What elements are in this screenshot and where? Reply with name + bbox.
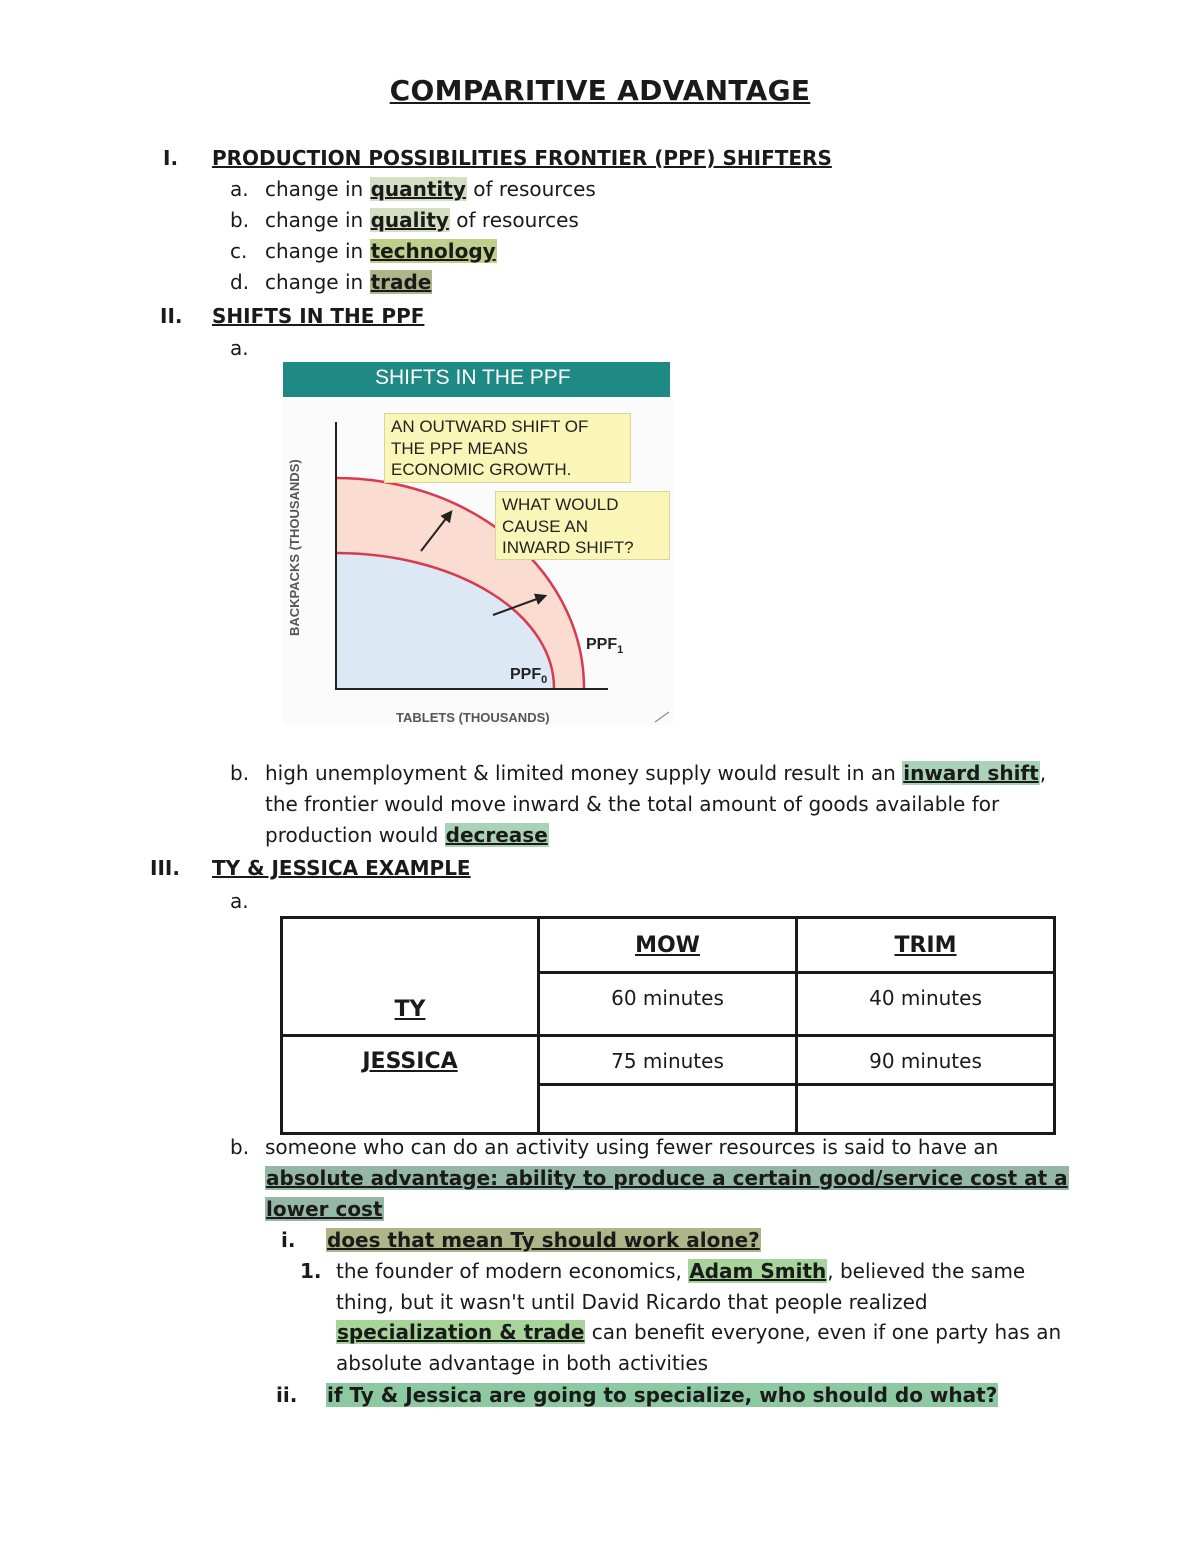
keyword-specialization-trade: specialization & trade <box>337 1320 585 1344</box>
paragraph-line <box>265 1194 384 1225</box>
paragraph-text: can benefit everyone, even if one party has an <box>585 1320 1062 1344</box>
keyword-technology: technology <box>370 239 496 263</box>
table-cell-empty <box>797 1085 1055 1134</box>
item-text: change in <box>265 270 370 294</box>
x-axis-label: TABLETS (THOUSANDS) <box>396 710 550 725</box>
item-text: of resources <box>449 208 579 232</box>
ppf0-label-sub: 0 <box>541 674 548 687</box>
keyword-quality: quality <box>370 208 449 232</box>
ppf1-label <box>586 636 623 656</box>
list-item <box>265 174 596 205</box>
table-cell: 60 minutes <box>539 973 797 1036</box>
list-item-marker: i. <box>281 1228 296 1252</box>
list-item-marker: d. <box>230 270 250 294</box>
figure-banner-title: SHIFTS IN THE PPF <box>375 366 571 389</box>
section-3-numeral: III. <box>150 856 180 880</box>
table-cell: 75 minutes <box>539 1036 797 1085</box>
section-3-heading: TY & JESSICA EXAMPLE <box>212 856 471 880</box>
keyword-trade: trade <box>370 270 432 294</box>
paragraph-line <box>336 1256 1025 1287</box>
section-2-numeral: II. <box>160 304 183 328</box>
paragraph-line <box>326 1380 998 1411</box>
paragraph-line <box>265 758 1046 789</box>
paragraph-line: the frontier would move inward & the total amount of goods available for <box>265 792 1000 816</box>
col-header-trim: TRIM <box>894 932 957 958</box>
keyword-decrease: decrease <box>445 823 548 847</box>
paragraph-text: the founder of modern economics, <box>336 1259 689 1283</box>
table-cell: 40 minutes <box>797 973 1055 1036</box>
paragraph-line <box>326 1225 761 1256</box>
comparison-table <box>280 916 1056 1135</box>
col-header-mow: MOW <box>635 932 700 958</box>
item-text: change in <box>265 208 370 232</box>
paragraph-line: absolute advantage in both activities <box>336 1351 709 1375</box>
section-1-numeral: I. <box>163 146 179 170</box>
table-cell: 90 minutes <box>797 1036 1055 1085</box>
table-row <box>282 918 1055 973</box>
keyword-quantity: quantity <box>370 177 466 201</box>
list-item-marker: a. <box>230 177 249 201</box>
row-header-jessica-cell <box>282 1036 539 1134</box>
row-header-ty: TY <box>394 997 426 1022</box>
keyword-inward-shift: inward shift <box>903 761 1039 785</box>
list-item-marker: c. <box>230 239 248 263</box>
paragraph-line <box>265 1163 1069 1194</box>
table-cell-empty <box>539 1085 797 1134</box>
ppf0-label-main: PPF <box>510 666 542 683</box>
paragraph-text: production would <box>265 823 445 847</box>
paragraph-text: high unemployment & limited money supply would result in an <box>265 761 903 785</box>
row-header-jessica: JESSICA <box>362 1049 458 1074</box>
callout-outward-shift: AN OUTWARD SHIFT OF THE PPF MEANS ECONOMIC GROWTH. <box>384 413 631 483</box>
paragraph-text: , believed the same <box>827 1259 1026 1283</box>
list-item-marker: b. <box>230 208 250 232</box>
section-2-heading: SHIFTS IN THE PPF <box>212 304 425 328</box>
list-item-marker: b. <box>230 761 250 785</box>
question-work-alone: does that mean Ty should work alone? <box>327 1228 760 1252</box>
item-text: of resources <box>466 177 596 201</box>
list-item-marker: a. <box>230 336 249 360</box>
section-1-heading: PRODUCTION POSSIBILITIES FRONTIER (PPF) SHIFTERS <box>212 146 832 170</box>
list-item-marker: ii. <box>276 1383 298 1407</box>
ppf1-label-main: PPF <box>586 636 618 653</box>
list-item-marker: 1. <box>300 1259 322 1283</box>
paragraph-line <box>265 820 549 851</box>
paragraph-text: , <box>1039 761 1047 785</box>
callout-inward-shift: WHAT WOULD CAUSE AN INWARD SHIFT? <box>495 491 670 560</box>
item-text: change in <box>265 239 370 263</box>
paragraph-line <box>336 1317 1061 1348</box>
keyword-absolute-advantage: absolute advantage: ability to produce a certain good/service cost at a <box>266 1166 1068 1190</box>
paragraph-line: someone who can do an activity using fewer resources is said to have an <box>265 1135 999 1159</box>
list-item-marker: b. <box>230 1135 250 1159</box>
list-item <box>265 236 497 267</box>
ppf0-label <box>510 666 547 686</box>
col-header-mow-cell <box>539 918 797 973</box>
keyword-adam-smith: Adam Smith <box>689 1259 827 1283</box>
y-axis-label: BACKPACKS (THOUSANDS) <box>287 459 302 636</box>
list-item-marker: a. <box>230 889 249 913</box>
question-specialize: if Ty & Jessica are going to specialize, who should do what? <box>327 1383 998 1407</box>
table-row <box>282 1036 1055 1085</box>
paragraph-line: thing, but it wasn't until David Ricardo that people realized <box>336 1290 928 1314</box>
keyword-lower-cost: lower cost <box>266 1197 383 1221</box>
page-title: COMPARITIVE ADVANTAGE <box>389 74 811 107</box>
list-item <box>265 205 579 236</box>
col-header-trim-cell <box>797 918 1055 973</box>
item-text: change in <box>265 177 370 201</box>
ppf1-label-sub: 1 <box>617 644 624 657</box>
row-header-ty-cell <box>282 918 539 1036</box>
list-item <box>265 267 432 298</box>
